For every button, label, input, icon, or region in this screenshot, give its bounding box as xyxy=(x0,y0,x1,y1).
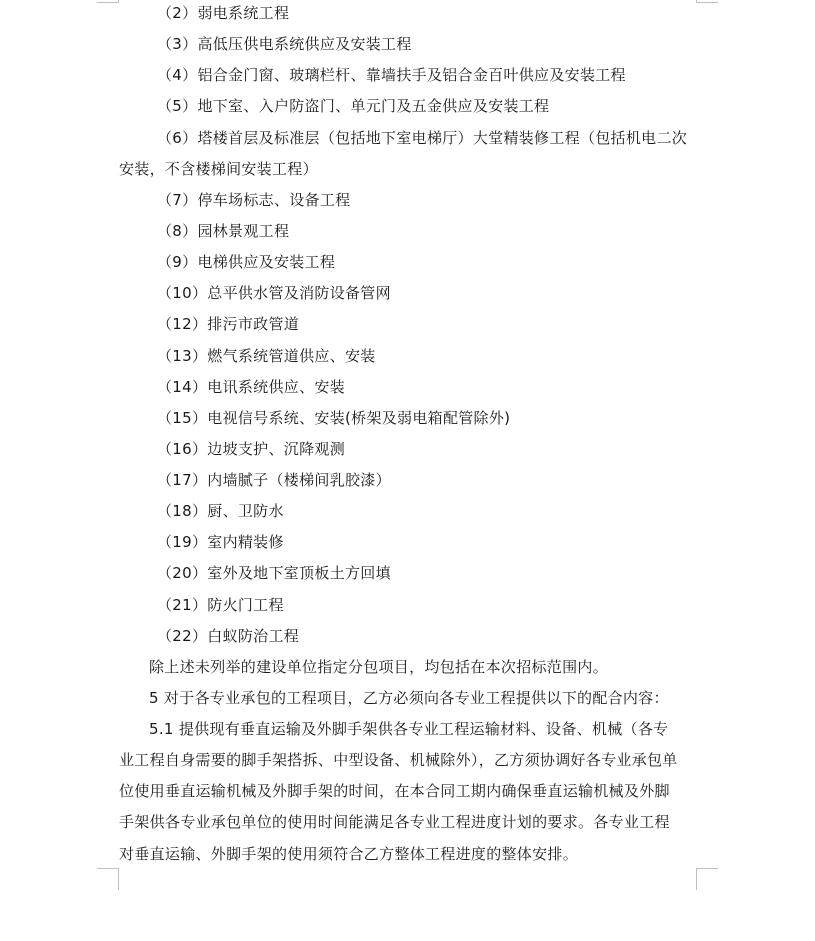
list-item: （20）室外及地下室顶板土方回填 xyxy=(157,564,391,582)
list-item: （21）防火门工程 xyxy=(157,596,284,614)
margin-mark-top-left xyxy=(97,2,118,3)
list-item: （14）电讯系统供应、安装 xyxy=(157,378,345,396)
margin-mark-top-right xyxy=(697,2,718,3)
margin-mark-bottom-right xyxy=(696,868,697,890)
section-5-1-line: 位使用垂直运输机械及外脚手架的时间，在本合同工期内确保垂直运输机械及外脚 xyxy=(119,782,670,800)
list-item: （6）塔楼首层及标准层（包括地下室电梯厅）大堂精装修工程（包括机电二次 xyxy=(157,129,688,147)
margin-mark-bottom-left xyxy=(97,868,118,869)
list-item: （4）铝合金门窗、玻璃栏杆、靠墙扶手及铝合金百叶供应及安装工程 xyxy=(157,66,626,84)
list-item: （19）室内精装修 xyxy=(157,533,284,551)
list-item: （16）边坡支护、沉降观测 xyxy=(157,440,345,458)
list-item-continuation: 安装，不含楼梯间安装工程） xyxy=(119,160,318,178)
list-item: （9）电梯供应及安装工程 xyxy=(157,253,336,271)
margin-mark-top-left xyxy=(118,0,119,3)
section-5-1-line: 对垂直运输、外脚手架的使用须符合乙方整体工程进度的整体安排。 xyxy=(119,845,579,863)
margin-mark-bottom-right xyxy=(697,868,718,869)
list-item: （15）电视信号系统、安装(桥架及弱电箱配管除外) xyxy=(157,409,511,427)
list-item: （7）停车场标志、设备工程 xyxy=(157,191,351,209)
list-item: （17）内墙腻子（楼梯间乳胶漆） xyxy=(157,471,391,489)
list-item: （18）厨、卫防水 xyxy=(157,502,284,520)
list-item: （5）地下室、入户防盗门、单元门及五金供应及安装工程 xyxy=(157,97,550,115)
list-item: （12）排污市政管道 xyxy=(157,315,300,333)
list-item: （3）高低压供电系统供应及安装工程 xyxy=(157,35,412,53)
section-5-heading: 5 对于各专业承包的工程项目，乙方必须向各专业工程提供以下的配合内容： xyxy=(149,689,669,707)
scope-paragraph: 除上述未列举的建设单位指定分包项目，均包括在本次招标范围内。 xyxy=(149,658,609,676)
list-item: （2）弱电系统工程 xyxy=(157,4,290,22)
list-item: （8）园林景观工程 xyxy=(157,222,290,240)
section-5-1-line: 5.1 提供现有垂直运输及外脚手架供各专业工程运输材料、设备、机械（各专 xyxy=(149,720,669,738)
margin-mark-bottom-left xyxy=(118,868,119,890)
list-item: （10）总平供水管及消防设备管网 xyxy=(157,284,391,302)
list-item: （13）燃气系统管道供应、安装 xyxy=(157,347,376,365)
section-5-1-line: 业工程自身需要的脚手架搭拆、中型设备、机械除外），乙方须协调好各专业承包单 xyxy=(119,751,678,769)
section-5-1-line: 手架供各专业承包单位的使用时间能满足各专业工程进度计划的要求。各专业工程 xyxy=(119,813,670,831)
list-item: （22）白蚁防治工程 xyxy=(157,627,300,645)
